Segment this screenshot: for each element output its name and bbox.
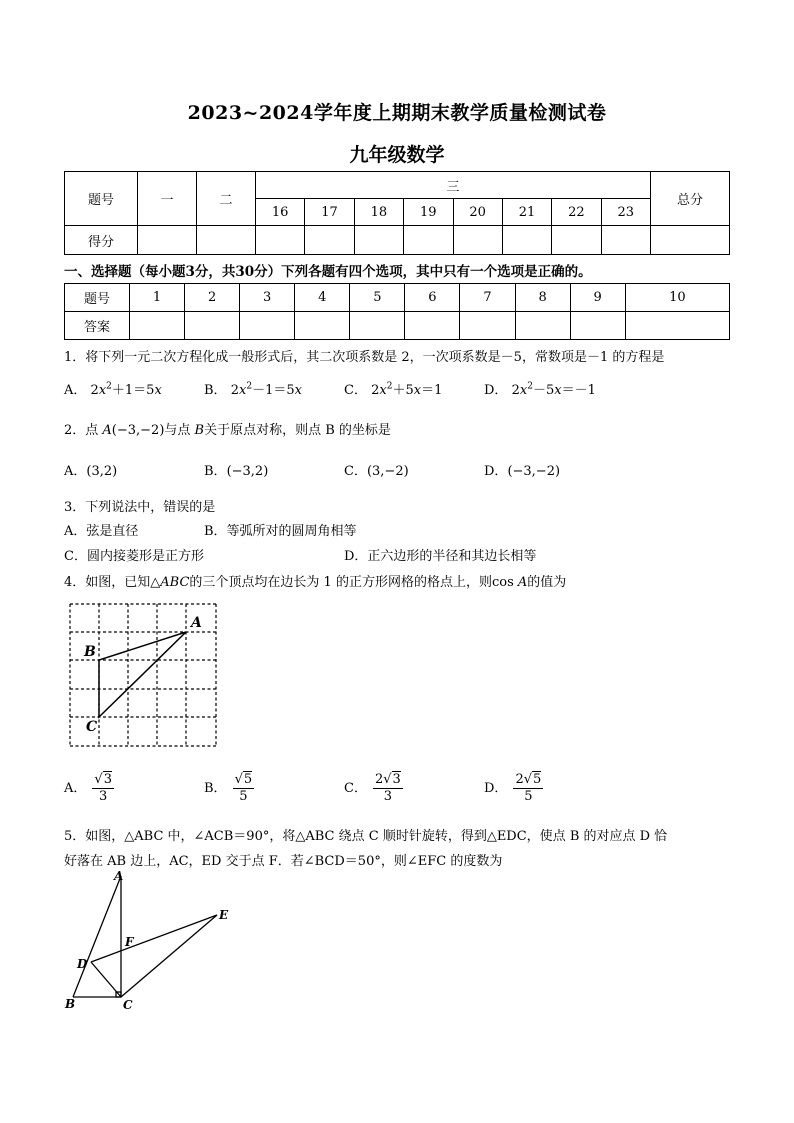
answer-cell[interactable] xyxy=(625,312,729,340)
exam-title: 2023~2024学年度上期期末教学质量检测试卷 xyxy=(187,102,607,124)
option-label: D． xyxy=(484,383,508,398)
option-text: ＝－1 xyxy=(561,383,596,398)
q1-option-c: C． $2x^2+5x=1$ xyxy=(344,381,443,398)
option-text: －5 xyxy=(532,383,555,398)
option-text: 2 xyxy=(90,383,99,398)
score-cell[interactable] xyxy=(552,226,601,255)
q4-stem-a: 4．如图，已知△ xyxy=(64,575,161,590)
answer-num: 3 xyxy=(240,284,295,312)
score-cell[interactable] xyxy=(256,226,305,255)
section-1-heading: 一、选择题（每小题3分，共30分）下列各题有四个选项，其中只有一个选项是正确的。 xyxy=(64,264,592,280)
answer-num: 7 xyxy=(460,284,515,312)
q5-triangle-figure xyxy=(62,866,242,1016)
exam-subtitle: 九年级数学 xyxy=(349,144,445,166)
score-part-3: 三 xyxy=(256,172,651,199)
answer-num: 2 xyxy=(185,284,240,312)
score-sub-item: 23 xyxy=(601,199,650,226)
score-cell[interactable] xyxy=(305,226,354,255)
option-text: 2 xyxy=(511,383,520,398)
answer-num: 8 xyxy=(515,284,570,312)
q4-stem-b: 的三个顶点均在边长为 1 的正方形网格的格点上，则 xyxy=(189,575,492,590)
option-text: ＋1＝5 xyxy=(111,383,155,398)
score-sub-item: 20 xyxy=(453,199,502,226)
answer-num: 5 xyxy=(350,284,405,312)
score-cell[interactable] xyxy=(354,226,403,255)
option-text: (−3,2) xyxy=(226,464,269,479)
option-text: 2 xyxy=(230,383,239,398)
label-b: B xyxy=(65,997,76,1011)
score-label-score: 得分 xyxy=(65,226,138,255)
score-cell[interactable] xyxy=(404,226,453,255)
answer-num: 4 xyxy=(295,284,350,312)
label-a: A xyxy=(114,869,124,883)
q1-stem: 1．将下列一元二次方程化成一般形式后，其二次项系数是 2，一次项系数是－5，常数项是－1 的方程是 xyxy=(64,350,665,365)
answer-cell[interactable] xyxy=(515,312,570,340)
answer-num: 9 xyxy=(570,284,625,312)
q1-option-d: D． $2x^2-5x=-1$ xyxy=(484,381,596,398)
option-text: ＝1 xyxy=(421,383,443,398)
q2-stem-a: 2．点 xyxy=(64,423,103,438)
option-text: 2 xyxy=(371,383,380,398)
answer-cell[interactable] xyxy=(350,312,405,340)
q2-option-d xyxy=(484,460,560,479)
score-total: 总分 xyxy=(651,172,730,226)
q4-grid-figure xyxy=(64,598,234,754)
option-label: C． xyxy=(344,383,367,398)
answer-cell[interactable] xyxy=(405,312,460,340)
answer-cell[interactable] xyxy=(240,312,295,340)
option-label: D． xyxy=(484,464,508,479)
label-c: C xyxy=(123,998,133,1012)
q4-option-a: A． $\frac{√3}{3}$ xyxy=(64,772,112,804)
q3-option-a: A．弦是直径 xyxy=(64,524,139,539)
answer-label-answer: 答案 xyxy=(65,312,130,340)
q4-cos-var: A xyxy=(517,575,528,590)
q1-option-a: A． $2x^2+1=5x$ xyxy=(64,381,162,398)
answer-num: 10 xyxy=(625,284,729,312)
q4-stem-c: 的值为 xyxy=(527,575,567,590)
q3-option-d: D．正六边形的半径和其边长相等 xyxy=(344,549,537,564)
figure-lines xyxy=(73,876,217,997)
q5-stem-line-2: 好落在 AB 边上，AC，ED 交于点 F．若∠BCD＝50°，则∠EFC 的度数为 xyxy=(64,854,503,869)
score-label-num: 题号 xyxy=(65,172,138,226)
score-cell[interactable] xyxy=(651,226,730,255)
score-part-1: 一 xyxy=(138,172,197,226)
answer-cell[interactable] xyxy=(130,312,185,340)
option-text: (3,−2) xyxy=(366,464,409,479)
option-label: D． xyxy=(484,781,508,796)
q4-option-d: D． $\frac{2√5}{5}$ xyxy=(484,772,542,804)
label-e: E xyxy=(219,908,229,922)
option-text: －1＝5 xyxy=(252,383,295,398)
q4-cos: cos xyxy=(491,575,514,590)
score-sub-item: 16 xyxy=(256,199,305,226)
score-sub-item: 18 xyxy=(354,199,403,226)
score-cell[interactable] xyxy=(197,226,256,255)
score-cell[interactable] xyxy=(138,226,197,255)
q1-option-b: B． $2x^2-1=5x$ xyxy=(204,381,302,398)
option-label: C． xyxy=(344,781,367,796)
q2-stem-c: 关于原点对称，则点 B 的坐标是 xyxy=(204,423,391,438)
q2-option-c xyxy=(344,460,409,479)
answer-label-num: 题号 xyxy=(65,284,130,312)
q4-triangle: ABC xyxy=(160,575,190,590)
answer-num: 6 xyxy=(405,284,460,312)
q2-option-b xyxy=(204,460,268,479)
score-sub-item: 21 xyxy=(502,199,551,226)
option-text: ＋5 xyxy=(392,383,414,398)
option-label: C． xyxy=(344,464,367,479)
q2-point-b: B xyxy=(194,423,205,438)
option-label: B． xyxy=(204,781,227,796)
score-part-2: 二 xyxy=(197,172,256,226)
label-a: A xyxy=(191,615,202,631)
option-label: A． xyxy=(64,383,87,398)
q4-stem xyxy=(64,571,566,590)
option-text: (−3,−2) xyxy=(507,464,561,479)
option-label: A． xyxy=(64,464,87,479)
answer-cell[interactable] xyxy=(185,312,240,340)
score-cell[interactable] xyxy=(601,226,650,255)
score-cell[interactable] xyxy=(502,226,551,255)
score-sub-item: 17 xyxy=(305,199,354,226)
score-table xyxy=(64,171,730,255)
q2-point-a: A xyxy=(102,423,112,438)
score-cell[interactable] xyxy=(453,226,502,255)
q3-option-c: C．圆内接菱形是正方形 xyxy=(64,549,204,564)
score-sub-item: 22 xyxy=(552,199,601,226)
q3-option-b: B．等弧所对的圆周角相等 xyxy=(204,524,357,539)
answer-cell[interactable] xyxy=(570,312,625,340)
option-label: A． xyxy=(64,781,87,796)
score-sub-item: 19 xyxy=(404,199,453,226)
q2-stem-b: 与点 xyxy=(164,423,195,438)
triangle-abc xyxy=(99,632,186,717)
label-d: D xyxy=(77,957,88,971)
option-label: B． xyxy=(204,464,227,479)
q2-option-a xyxy=(64,460,117,479)
q4-option-c: C． $\frac{2√3}{3}$ xyxy=(344,772,401,804)
q4-option-b: B． $\frac{√5}{5}$ xyxy=(204,772,253,804)
label-b: B xyxy=(84,644,96,660)
answer-num: 1 xyxy=(130,284,185,312)
option-text: (3,2) xyxy=(86,464,118,479)
label-c: C xyxy=(86,719,98,735)
q3-stem: 3．下列说法中，错误的是 xyxy=(64,500,216,515)
answer-table xyxy=(64,283,730,340)
answer-cell[interactable] xyxy=(460,312,515,340)
q2-stem xyxy=(64,419,391,438)
answer-cell[interactable] xyxy=(295,312,350,340)
label-f: F xyxy=(125,935,134,949)
q2-coords-a: (−3,−2) xyxy=(111,423,165,438)
option-label: B． xyxy=(204,383,227,398)
q5-stem-line-1: 5．如图，△ABC 中，∠ACB＝90°，将△ABC 绕点 C 顺时针旋转，得到△EDC，使点 B 的对应点 D 恰 xyxy=(64,829,668,844)
